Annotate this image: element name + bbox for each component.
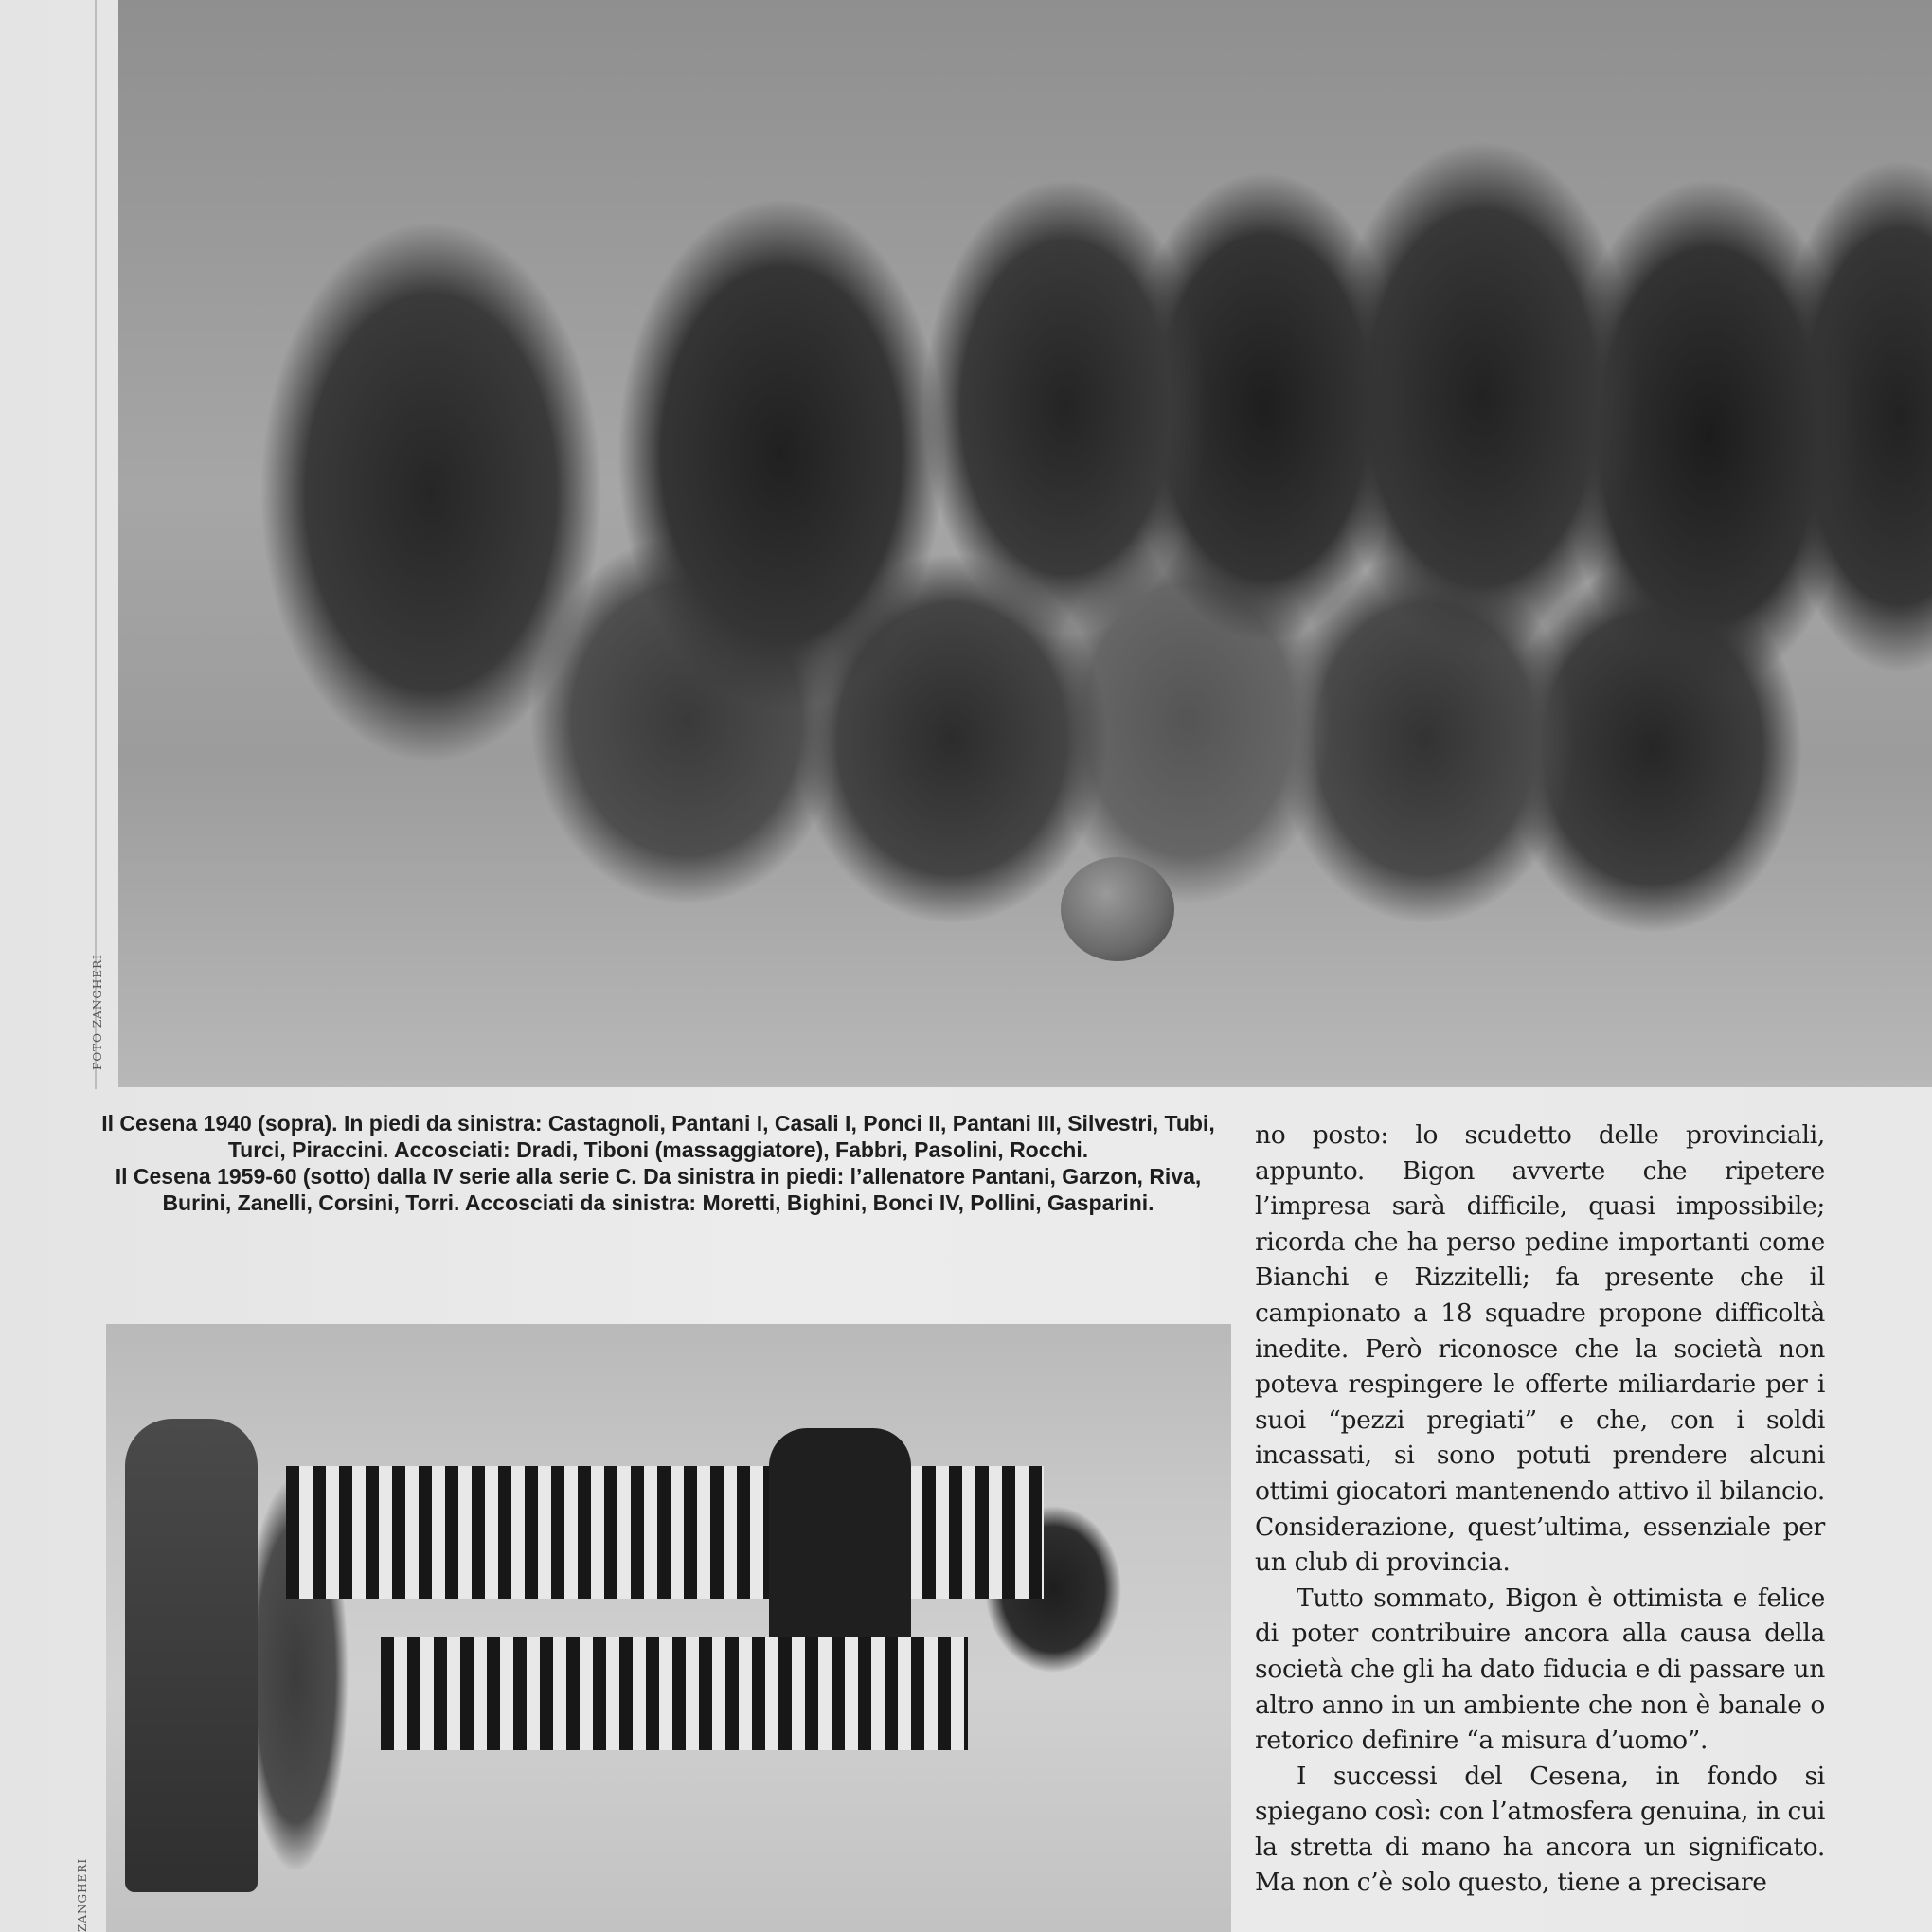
article-column bbox=[1255, 1118, 1825, 1901]
page-fold-line bbox=[95, 0, 97, 1089]
photo-caption bbox=[85, 1110, 1231, 1216]
caption-1959: Il Cesena 1959-60 (sotto) dalla IV serie alla serie C. Da sinistra in piedi: l’allenatore Pantani, Garzon, Riva, Burini, Zanelli, Corsini, Torri. Accosciati da sinistra: Moretti, Bighini, Bonci IV, Pollini, Gasparini. bbox=[115, 1164, 1202, 1215]
team-photo-1940 bbox=[118, 0, 1932, 1087]
standing-players bbox=[286, 1466, 1044, 1599]
article-paragraph: no posto: lo scudetto delle provinciali, appunto. Bigon avverte che ripetere l’impresa sarà difficile, quasi impossibile; ricorda che ha perso pedine importanti come Bianchi e Rizzitelli; fa presente che il campionato a 18 squadre propone difficoltà inedite. Però riconosce che la società non poteva respingere le offerte miliardarie per i suoi “pezzi pregiati” e che, con i soldi incassati, si sono potuti prendere alcuni ottimi giocatori mantenendo attivo il bilancio. Considerazione, quest’ultima, essenziale per un club di provincia. bbox=[1255, 1120, 1825, 1578]
coach-figure bbox=[125, 1419, 258, 1892]
football bbox=[1061, 857, 1174, 961]
article-paragraph: Tutto sommato, Bigon è ottimista e felice di poter contribuire ancora alla causa della società che gli ha dato fiducia e di passare un altro anno in un ambiente che non è banale o retorico definire “a misura d’uomo”. bbox=[1255, 1583, 1825, 1756]
caption-1940: Il Cesena 1940 (sopra). In piedi da sinistra: Castagnoli, Pantani I, Casali I, Ponci II, Pantani III, Silvestri, Tubi, Turci, Piraccini. Accosciati: Dradi, Tiboni (massaggiatore), Fabbri, Pasolini, Rocchi. bbox=[101, 1111, 1215, 1162]
team-photo-1959 bbox=[106, 1324, 1231, 1932]
article-paragraph: I successi del Cesena, in fondo si spiegano così: con l’atmosfera genuina, in cui la stretta di mano ha ancora un significato. Ma non c’è solo questo, tiene a precisare bbox=[1255, 1761, 1825, 1898]
photo-credit-top: FOTO ZANGHERI bbox=[91, 954, 104, 1070]
crouching-players bbox=[381, 1637, 968, 1750]
photo-credit-bottom: ZANGHERI bbox=[76, 1857, 89, 1932]
